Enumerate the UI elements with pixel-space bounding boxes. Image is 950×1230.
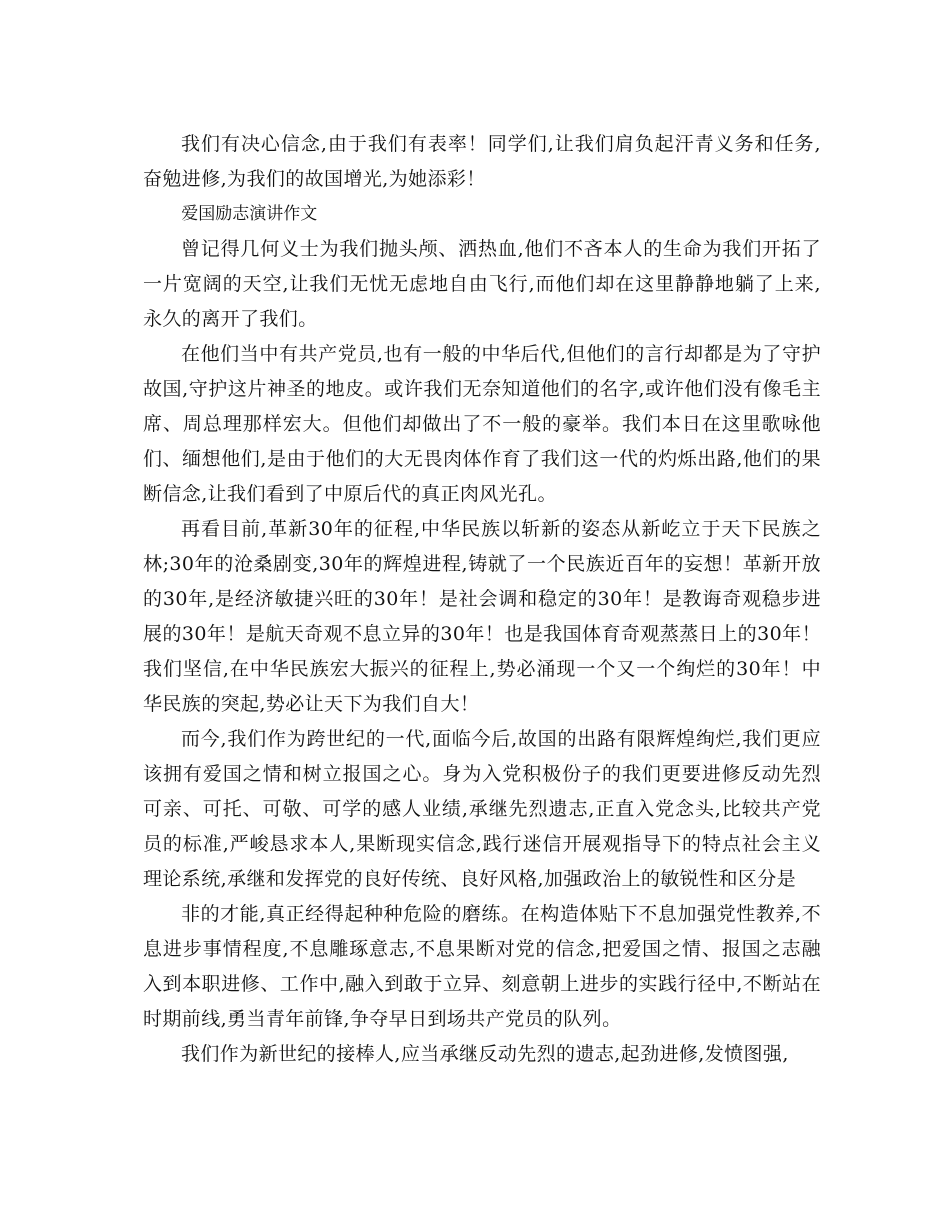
paragraph-4: 再看目前,革新30年的征程,中华民族以斩新的姿态从新屹立于天下民族之林;30年的沧桑剧变,30年的辉煌进程,铸就了一个民族近百年的妄想！革新开放的30年,是经济敏捷兴旺的30年！是社会调和稳定的30年！是教诲奇观稳步进展的30年！是航天奇观不息立异的30年！也是我国体育奇观蒸蒸日上的30年！我们坚信,在中华民族宏大振兴的征程上,势必涌现一个又一个绚烂的30年！中华民族的突起,势必让天下为我们自大！ [143,518,821,715]
document-body [143,127,821,1072]
paragraph-6: 非的才能,真正经得起种种危险的磨练。在构造体贴下不息加强党性教养,不息进步事情程度,不息雕琢意志,不息果断对党的信念,把爱国之情、报国之志融入到本职进修、工作中,融入到敢于立异、刻意朝上进步的实践行径中,不断站在时期前线,勇当青年前锋,争夺早日到场共产党员的队列。 [143,903,821,1030]
paragraph-3: 在他们当中有共产党员,也有一般的中华后代,但他们的言行却都是为了守护故国,守护这片神圣的地皮。或许我们无奈知道他们的名字,或许他们没有像毛主席、周总理那样宏大。但他们却做出了不一般的豪举。我们本日在这里歌咏他们、缅想他们,是由于他们的大无畏肉体作育了我们这一代的灼烁出路,他们的果断信念,让我们看到了中原后代的真正肉风光孔。 [143,343,821,505]
paragraph-1: 我们有决心信念,由于我们有表率！同学们,让我们肩负起汗青义务和任务,奋勉进修,为我们的故国增光,为她添彩！ [143,133,821,190]
section-heading: 爱国励志演讲作文 [181,204,318,224]
paragraph-7: 我们作为新世纪的接棒人,应当承继反动先烈的遗志,起劲进修,发愤图强, [181,1043,789,1065]
paragraph-2: 曾记得几何义士为我们抛头颅、洒热血,他们不吝本人的生命为我们开拓了一片宽阔的天空,让我们无忧无虑地自由飞行,而他们却在这里静静地躺了上来,永久的离开了我们。 [143,238,821,330]
paragraph-5: 而今,我们作为跨世纪的一代,面临今后,故国的出路有限辉煌绚烂,我们更应该拥有爱国之情和树立报国之心。身为入党积极份子的我们更要进修反动先烈可亲、可托、可敬、可学的感人业绩,承继先烈遗志,正直入党念头,比较共产党员的标准,严峻恳求本人,果断现实信念,践行迷信开展观指导下的特点社会主义理论系统,承继和发挥党的良好传统、良好风格,加强政治上的敏锐性和区分是 [143,728,821,890]
